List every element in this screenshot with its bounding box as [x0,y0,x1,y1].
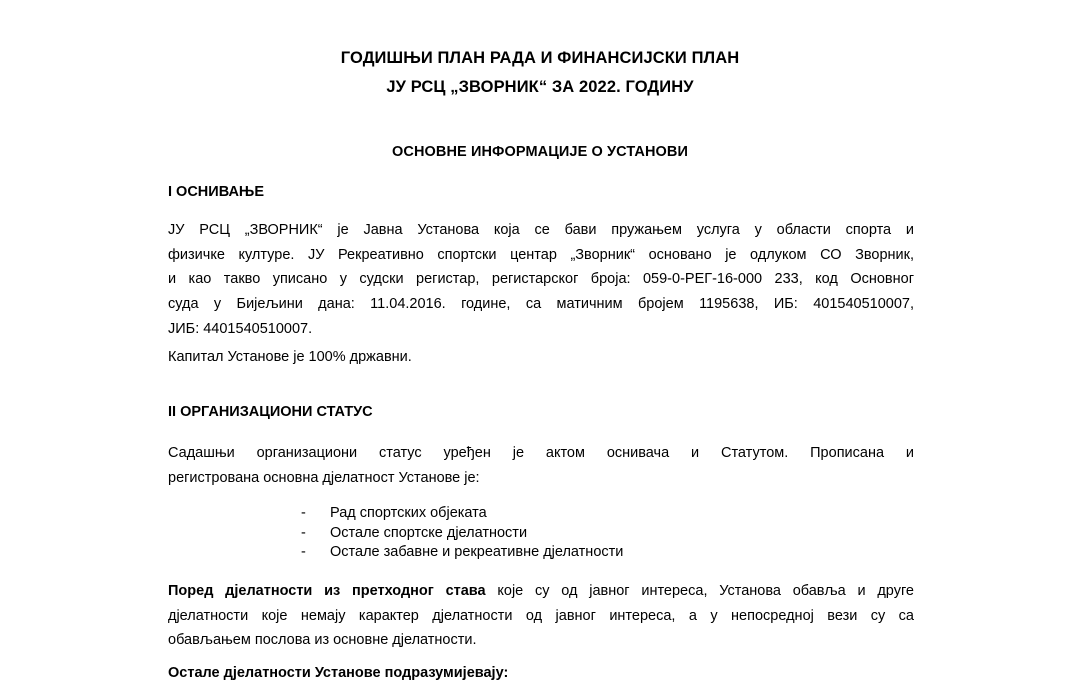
paragraph-line: ЈУ РСЦ „ЗВОРНИК“ је Јавна Установа која се бави пружањем услуга у области спорта и [168,222,914,238]
line-rest: које су од јавног интереса, Установа обавља и друге [485,583,914,599]
list-dash: - [301,524,306,541]
capital-paragraph: Капитал Установе је 100% државни. [168,349,412,365]
paragraph-line: и као такво уписано у судски регистар, регистарског броја: 059-0-РЕГ-16-000 233, код Основног [168,271,914,288]
other-activities-paragraph [168,579,914,653]
paragraph-line: физичке културе. ЈУ Рекреативно спортски центар „Зворник“ основано је одлуком СО Зворник, [168,246,914,263]
section-heading-organizational-status: II ОРГАНИЗАЦИОНИ СТАТУС [168,404,373,420]
paragraph-line: ЈИБ: 4401540510007. [168,320,313,337]
list-item-text: Остале забавне и рекреативне дјелатности [330,544,624,560]
section-subtitle: ОСНОВНЕ ИНФОРМАЦИЈЕ О УСТАНОВИ [392,144,688,160]
list-item-text: Рад спортских објеката [330,505,487,521]
document-title-line1: ГОДИШЊИ ПЛАН РАДА И ФИНАНСИЈСКИ ПЛАН [340,49,740,67]
paragraph-line: дјелатности које немају карактер дјелатности од јавног интереса, а у непосредној вези су са [168,607,914,624]
paragraph-line: суда у Бијељини дана: 11.04.2016. године, са матичним бројем 1195638, ИБ: 401540510007, [168,296,914,313]
list-item-text: Остале спортске дјелатности [330,524,528,541]
paragraph-line: регистрована основна дјелатност Установе је: [168,469,480,486]
list-dash: - [301,544,306,560]
bold-phrase: Поред дјелатности из претходног става [168,583,486,599]
activities-list [301,504,623,563]
founding-paragraph [168,218,914,342]
list-item [301,504,623,524]
paragraph-line: Садашњи организациони статус уређен је актом оснивача и Статутом. Прописана и [168,445,914,461]
list-item [301,543,623,563]
section-heading-founding: I ОСНИВАЊЕ [168,184,264,200]
other-activities-heading: Остале дјелатности Установе подразумијевају: [168,665,509,681]
organizational-status-paragraph [168,441,914,490]
paragraph-line: обављањем послова из основне дјелатности. [168,632,477,649]
list-dash: - [301,505,306,521]
document-title-line2: ЈУ РСЦ „ЗВОРНИК“ ЗА 2022. ГОДИНУ [386,78,694,96]
list-item [301,524,623,544]
paragraph-line [168,579,914,604]
